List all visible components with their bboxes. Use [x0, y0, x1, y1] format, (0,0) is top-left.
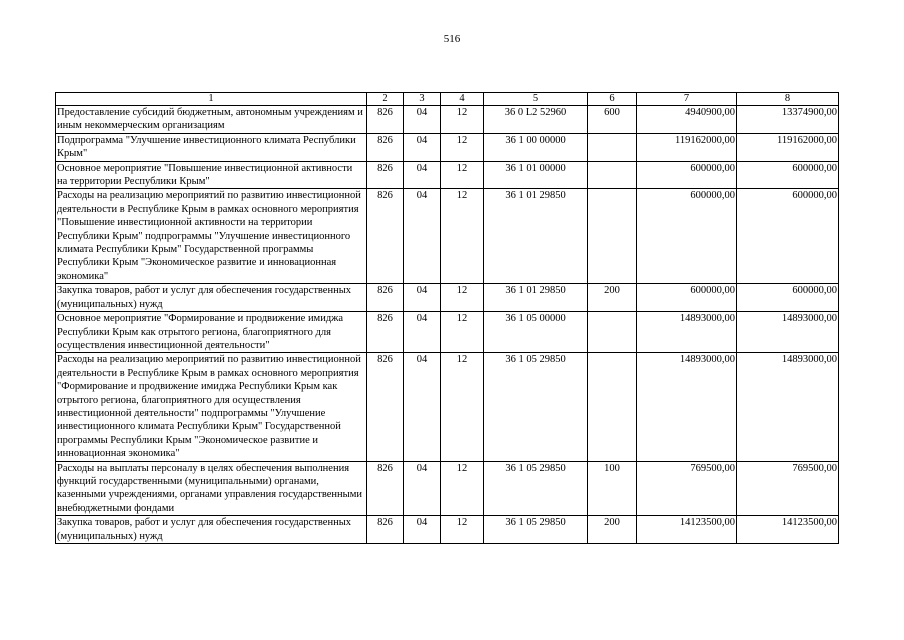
subsection-code: 12 — [441, 189, 484, 284]
target-article-code: 36 0 L2 52960 — [484, 106, 588, 134]
row-name: Основное мероприятие "Формирование и продвижение имиджа Республики Крым как отрытого региона, благоприятного для осуществления инвестиционной деятельности" — [56, 312, 367, 353]
amount-col-8: 600000,00 — [737, 284, 839, 312]
column-header-5: 5 — [484, 93, 588, 106]
section-code: 04 — [404, 284, 441, 312]
amount-col-7: 14123500,00 — [637, 516, 737, 544]
section-code: 04 — [404, 161, 441, 189]
ministry-code: 826 — [367, 106, 404, 134]
amount-col-8: 14893000,00 — [737, 312, 839, 353]
column-header-7: 7 — [637, 93, 737, 106]
column-header-6: 6 — [588, 93, 637, 106]
table-row — [56, 133, 839, 161]
subsection-code: 12 — [441, 133, 484, 161]
section-code: 04 — [404, 461, 441, 516]
amount-col-7: 119162000,00 — [637, 133, 737, 161]
expense-type-code — [588, 353, 637, 461]
target-article-code: 36 1 01 29850 — [484, 284, 588, 312]
row-name: Основное мероприятие "Повышение инвестиционной активности на территории Республики Крым" — [56, 161, 367, 189]
amount-col-8: 119162000,00 — [737, 133, 839, 161]
row-name: Закупка товаров, работ и услуг для обеспечения государственных (муниципальных) нужд — [56, 516, 367, 544]
table-row — [56, 353, 839, 461]
amount-col-7: 600000,00 — [637, 284, 737, 312]
table-row — [56, 461, 839, 516]
row-name: Расходы на выплаты персоналу в целях обеспечения выполнения функций государственными (муниципальными) органами, казенными учреждениями, органами управления государственными внебюджетными фондами — [56, 461, 367, 516]
expense-type-code: 200 — [588, 284, 637, 312]
table-row — [56, 516, 839, 544]
amount-col-7: 4940900,00 — [637, 106, 737, 134]
section-code: 04 — [404, 516, 441, 544]
column-header-3: 3 — [404, 93, 441, 106]
table-row — [56, 161, 839, 189]
page-number: 516 — [443, 33, 461, 45]
amount-col-7: 14893000,00 — [637, 353, 737, 461]
ministry-code: 826 — [367, 461, 404, 516]
subsection-code: 12 — [441, 312, 484, 353]
expense-type-code — [588, 133, 637, 161]
expense-type-code — [588, 161, 637, 189]
expense-type-code: 600 — [588, 106, 637, 134]
ministry-code: 826 — [367, 189, 404, 284]
row-name: Подпрограмма "Улучшение инвестиционного климата Республики Крым" — [56, 133, 367, 161]
row-name: Закупка товаров, работ и услуг для обеспечения государственных (муниципальных) нужд — [56, 284, 367, 312]
ministry-code: 826 — [367, 133, 404, 161]
subsection-code: 12 — [441, 461, 484, 516]
amount-col-8: 769500,00 — [737, 461, 839, 516]
target-article-code: 36 1 01 00000 — [484, 161, 588, 189]
row-name: Расходы на реализацию мероприятий по развитию инвестиционной деятельности в Республике Крым в рамках основного мероприятия "Повышение инвестиционной активности на территории Республики Крым" подпрограммы "Улучшение инвестиционного климата Республики Крым" Государственной программы Республики Крым "Экономическое развитие и инновационная экономика" — [56, 189, 367, 284]
target-article-code: 36 1 01 29850 — [484, 189, 588, 284]
table-row — [56, 106, 839, 134]
subsection-code: 12 — [441, 353, 484, 461]
expense-type-code: 100 — [588, 461, 637, 516]
subsection-code: 12 — [441, 516, 484, 544]
amount-col-7: 600000,00 — [637, 161, 737, 189]
row-name: Расходы на реализацию мероприятий по развитию инвестиционной деятельности в Республике Крым в рамках основного мероприятия "Формирование и продвижение имиджа Республики Крым как отрытого региона, благоприятного для осуществления инвестиционной деятельности" подпрограммы "Улучшение инвестиционного климата Республики Крым" Государственной программы Республики Крым "Экономическое развитие и инновационная экономика" — [56, 353, 367, 461]
table-row — [56, 312, 839, 353]
target-article-code: 36 1 05 00000 — [484, 312, 588, 353]
row-name: Предоставление субсидий бюджетным, автономным учреждениям и иным некоммерческим организациям — [56, 106, 367, 134]
amount-col-8: 600000,00 — [737, 161, 839, 189]
amount-col-7: 600000,00 — [637, 189, 737, 284]
column-header-1: 1 — [56, 93, 367, 106]
section-code: 04 — [404, 353, 441, 461]
subsection-code: 12 — [441, 284, 484, 312]
ministry-code: 826 — [367, 353, 404, 461]
ministry-code: 826 — [367, 161, 404, 189]
target-article-code: 36 1 05 29850 — [484, 353, 588, 461]
column-header-8: 8 — [737, 93, 839, 106]
section-code: 04 — [404, 312, 441, 353]
table-row — [56, 189, 839, 284]
expense-type-code — [588, 312, 637, 353]
amount-col-8: 14123500,00 — [737, 516, 839, 544]
amount-col-7: 769500,00 — [637, 461, 737, 516]
expense-type-code: 200 — [588, 516, 637, 544]
subsection-code: 12 — [441, 106, 484, 134]
amount-col-8: 14893000,00 — [737, 353, 839, 461]
budget-table — [55, 92, 839, 544]
section-code: 04 — [404, 189, 441, 284]
column-header-4: 4 — [441, 93, 484, 106]
target-article-code: 36 1 05 29850 — [484, 516, 588, 544]
amount-col-7: 14893000,00 — [637, 312, 737, 353]
ministry-code: 826 — [367, 516, 404, 544]
target-article-code: 36 1 00 00000 — [484, 133, 588, 161]
amount-col-8: 600000,00 — [737, 189, 839, 284]
column-header-2: 2 — [367, 93, 404, 106]
section-code: 04 — [404, 106, 441, 134]
target-article-code: 36 1 05 29850 — [484, 461, 588, 516]
ministry-code: 826 — [367, 312, 404, 353]
header-row — [56, 93, 839, 106]
table-row — [56, 284, 839, 312]
section-code: 04 — [404, 133, 441, 161]
amount-col-8: 13374900,00 — [737, 106, 839, 134]
expense-type-code — [588, 189, 637, 284]
ministry-code: 826 — [367, 284, 404, 312]
subsection-code: 12 — [441, 161, 484, 189]
